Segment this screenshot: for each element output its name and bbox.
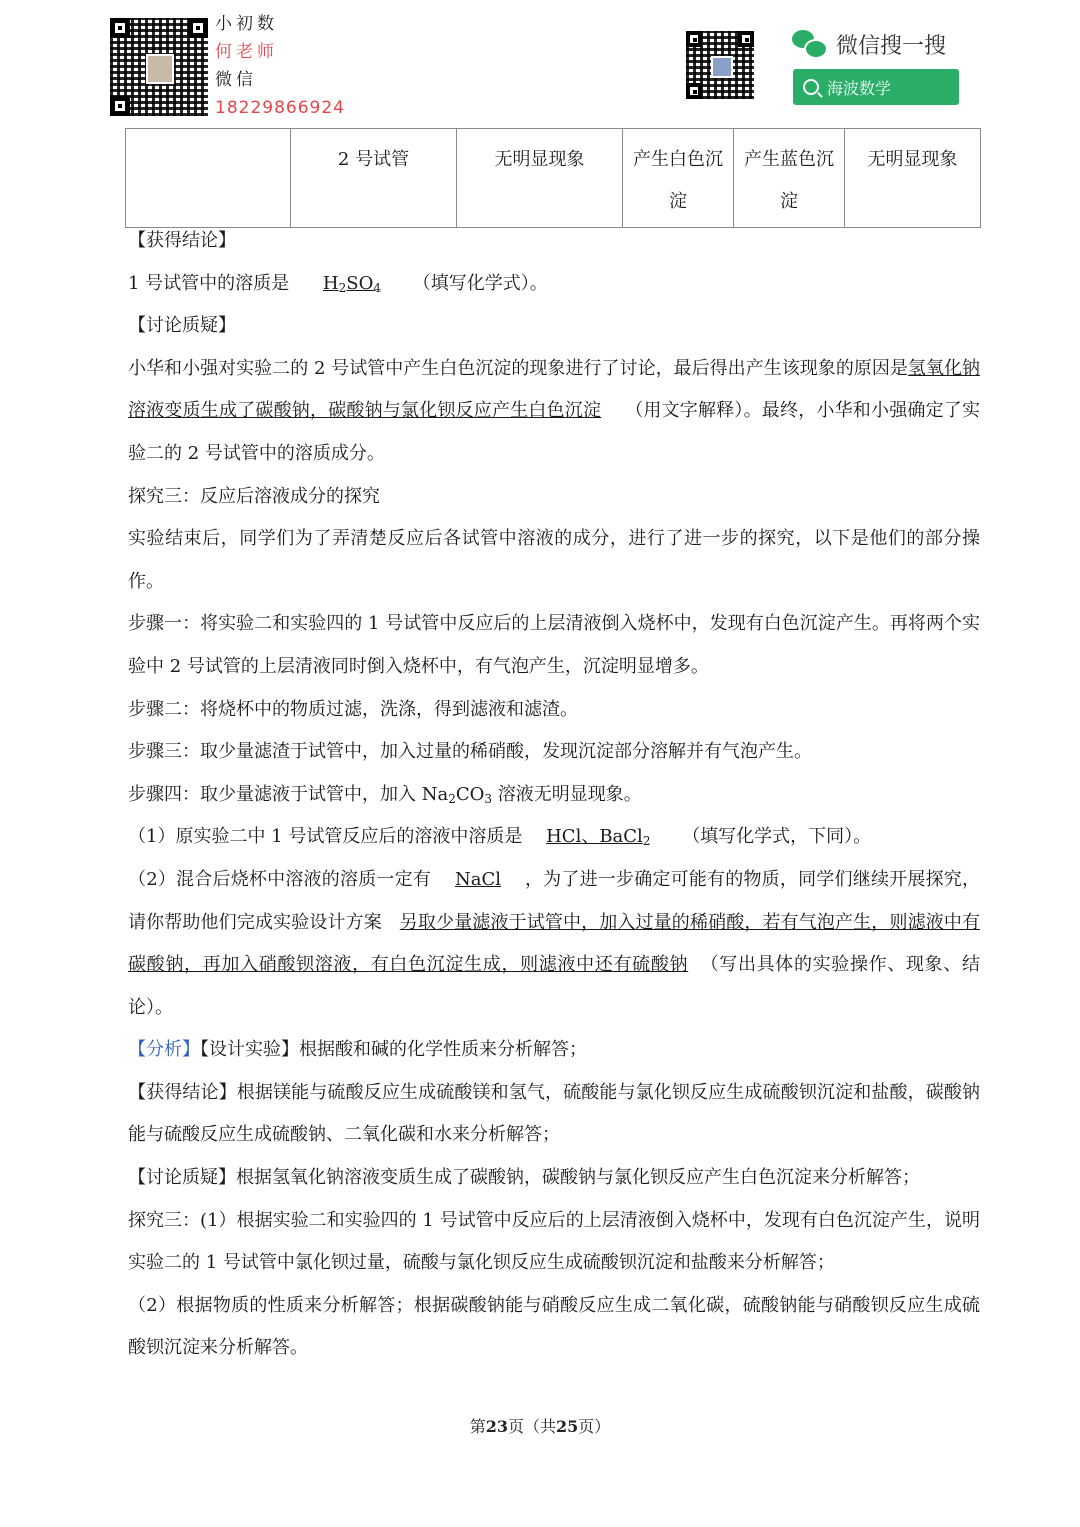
analysis-discussion: 【讨论质疑】根据氢氧化钠溶液变质生成了碳酸钠，碳酸钠与氯化钡反应产生白色沉淀来分析解答； [128,1167,920,1189]
conclusion-heading: 【获得结论】 [128,230,236,251]
current-page: 23 [485,1417,508,1436]
explore3-intro: 实验结束后，同学们为了弄清楚反应后各试管中溶液的成分，进行了进一步的探究，以下是他们的部分操作。 [128,528,980,592]
page-number: 第23页（共25页） [469,1417,611,1436]
answer-blank: HCl、BaCl$_2$ [546,826,651,849]
table-row [126,129,981,228]
wechat-search-box[interactable] [793,69,959,105]
step-one: 步骤一：将实验二和实验四的 1 号试管中反应后的上层清液倒入烧杯中，发现有白色沉淀产生。再将两个实验中 2 号试管的上层清液同时倒入烧杯中，有气泡产生，沉淀明显增多。 [128,613,980,677]
analysis-line: 【分析】【设计实验】根据酸和碱的化学性质来分析解答； [128,1039,587,1061]
analysis-label: 【分析】 [128,1039,200,1061]
wechat-search-brand [792,28,946,60]
answer-blank: $H_2SO_4$ [322,272,381,295]
explore3-title: 探究三：反应后溶液成分的探究 [128,485,380,507]
table-cell: 无明显现象 [845,129,981,228]
handwritten-line-2: 何老师 [215,42,278,62]
step-two: 步骤二：将烧杯中的物质过滤，洗涤，得到滤液和滤渣。 [128,698,578,720]
question-one: （1）原实验二中 1 号试管反应后的溶液中溶质是 HCl、BaCl$_2$ （填写化学式，下同）。 [128,826,872,849]
table-cell: 无明显现象 [457,129,623,228]
handwritten-line-1: 小初数 [215,14,278,34]
search-icon [803,79,819,95]
table-cell: 2 号试管 [291,129,457,228]
table-cell: 产生蓝色沉淀 [734,129,845,228]
handwritten-phone: 18229866924 [215,98,345,118]
conclusion-line: 1 号试管中的溶质是 $H_2SO_4$ （填写化学式）。 [128,272,548,295]
analysis-conclusion: 【获得结论】根据镁能与硫酸反应生成硫酸镁和氢气，硫酸能与氯化钡反应生成硫酸钡沉淀和盐酸，碳酸钠能与硫酸反应生成硫酸钠、二氧化碳和水来分析解答； [128,1081,980,1146]
discussion-paragraph: 小华和小强对实验二的 2 号试管中产生白色沉淀的现象进行了讨论，最后得出产生该现象的原因是氢氧化钠溶液变质生成了碳酸钠，碳酸钠与氯化钡反应产生白色沉淀 （用文字解释）。最终，小华和小强确定了实验二的 2 号试管中的溶质成分。 [128,357,981,464]
wechat-search-query: 海波数学 [827,78,892,98]
result-table [125,128,981,228]
table-cell [126,129,291,228]
step-four: 步骤四：取少量滤液于试管中，加入 $Na_2CO_3$ 溶液无明显现象。 [128,783,642,806]
analysis-q2: （2）根据物质的性质来分析解答；根据碳酸钠能与硝酸反应生成二氧化碳，硫酸钠能与硝酸钡反应生成硫酸钡沉淀来分析解答。 [128,1294,980,1359]
question-two: （2）混合后烧杯中溶液的溶质一定有 NaCl ，为了进一步确定可能有的物质，同学们继续开展探究，请你帮助他们完成实验设计方案 另取少量滤液于试管中，加入过量的稀硝酸，若有气泡产生，则滤液中有碳酸钠，再加入硝酸钡溶液，有白色沉淀生成，则滤液中还有硫酸钠 （写出具体的实验操作、现象、结论）。 [128,868,981,1018]
answer-blank: NaCl [454,868,501,890]
document-body [128,220,980,1370]
step-three: 步骤三：取少量滤渣于试管中，加入过量的稀硝酸，发现沉淀部分溶解并有气泡产生。 [128,741,812,763]
answer-blank: 氢氧化钠溶液变质生成了碳酸钠，碳酸钠与氯化钡反应产生白色沉淀 [128,357,980,422]
analysis-explore3: 探究三：(1）根据实验二和实验四的 1 号试管中反应后的上层清液倒入烧杯中，发现有白色沉淀产生，说明实验二的 1 号试管中氯化钡过量，硫酸与氯化钡反应生成硫酸钡沉淀和盐酸来分析解答； [128,1209,980,1274]
wechat-search-brand-label: 微信搜一搜 [836,33,947,59]
qr-code-right [686,31,754,99]
wechat-icon [792,30,826,58]
discussion-heading: 【讨论质疑】 [128,315,236,337]
total-pages: 25 [556,1417,579,1436]
handwritten-line-3: 微信 [215,70,257,90]
qr-code-left [110,18,208,116]
answer-blank: 另取少量滤液于试管中，加入过量的稀硝酸，若有气泡产生，则滤液中有碳酸钠，再加入硝酸钡溶液，有白色沉淀生成，则滤液中还有硫酸钠 [128,911,980,976]
table-cell: 产生白色沉淀 [623,129,734,228]
